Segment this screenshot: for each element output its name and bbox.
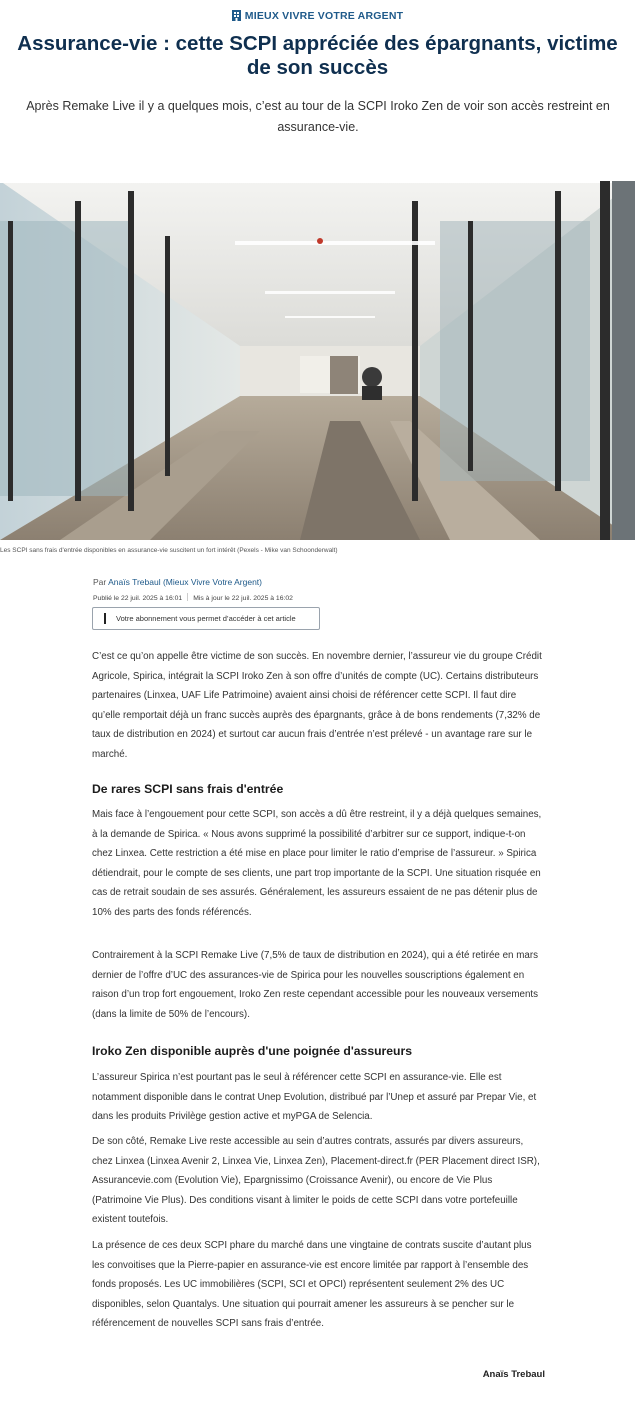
publication-dates bbox=[93, 593, 293, 602]
heading-iroko-zen: Iroko Zen disponible auprès d'une poignée d'assureurs bbox=[92, 1044, 413, 1058]
author-link[interactable]: Anaïs Trebaul (Mieux Vivre Votre Argent) bbox=[108, 577, 263, 587]
paragraph-1: C’est ce qu’on appelle être victime de son succès. En novembre dernier, l’assureur vie du groupe Crédit Agricole, Spirica, intégrait la SCPI Iroko Zen à son offre d’unités de compte (UC). Certains distributeurs partenaires (Linxea, UAF Life Patrimoine) avaient ainsi choisi de référencer cette SCPI. Il faut dire qu’elle remportait déjà un franc succès auprès des épargnants, grâce à de bons rendements (7,32% de taux de distribution en 2024) et surtout car aucun frais d’entrée n’est prélevé - un avantage rare sur le marché. bbox=[92, 651, 542, 760]
byline-prefix: Par bbox=[93, 577, 107, 587]
section-rubric[interactable] bbox=[0, 10, 635, 24]
building-icon bbox=[232, 10, 241, 24]
hero-image bbox=[0, 181, 635, 540]
byline bbox=[93, 577, 262, 587]
paragraph-4: L’assureur Spirica n’est pourtant pas le seul à référencer cette SCPI en assurance-vie. Elle est notamment disponible dans le contrat Unep Evolution, distribué par l’Unep et assuré par Prepar Vie, et dans les produits Privilège gestion active et myPGA de Selencia. bbox=[92, 1072, 537, 1123]
subscription-notice-text: Votre abonnement vous permet d’accéder à cet article bbox=[116, 614, 296, 623]
notice-marker-icon bbox=[104, 613, 106, 624]
paragraph-5: De son côté, Remake Live reste accessible au sein d’autres contrats, assurés par divers assureurs, chez Linxea (Linxea Avenir 2, Linxea Vie, Linxea Zen), Placement-direct.fr (PER Placement direct ISR), Assurancevie.com (Evolution Vie), Epargnissimo (Croissance Avenir), ou encore de Vie Plus (Patrimoine Vie Plus). Des conditions visant à limiter le poids de cette SCPI dans votre portefeuille existent toutefois. bbox=[92, 1136, 540, 1226]
rubric-label: MIEUX VIVRE VOTRE ARGENT bbox=[244, 10, 404, 22]
article-title: Assurance-vie : cette SCPI appréciée des épargnants, victime de son succès bbox=[17, 32, 618, 79]
paragraph-3: Contrairement à la SCPI Remake Live (7,5% de taux de distribution en 2024), qui a été retirée en mars dernier de l’offre d’UC des assurances-vie de Spirica pour les nouvelles souscriptions également en raison d’un trop fort engouement, Iroko Zen reste cependant accessible pour les nouveaux versements (dans la limite de 50% de l’encours). bbox=[92, 950, 539, 1020]
updated-date: Mis à jour le 22 juil. 2025 à 16:02 bbox=[193, 595, 293, 602]
article-signature: Anaïs Trebaul bbox=[482, 1369, 545, 1380]
date-separator bbox=[187, 593, 188, 601]
heading-rares-scpi: De rares SCPI sans frais d'entrée bbox=[92, 782, 284, 796]
image-caption: Les SCPI sans frais d'entrée disponibles en assurance-vie suscitent un fort intérêt (Pexels - Mike van Schoonderwalt) bbox=[0, 547, 338, 554]
subscription-notice bbox=[92, 607, 320, 630]
paragraph-2: Mais face à l’engouement pour cette SCPI, son accès a dû être restreint, il y a déjà quelques semaines, à la demande de Spirica. « Nous avons supprimé la possibilité d’arbitrer sur ce support, indique-t-on chez Linxea. Cette restriction a été mise en place pour limiter le ratio d’emprise de l’assureur. » Spirica détiendrait, pour le compte de ses clients, une part trop importante de la SCPI. Une situation risquée en cas de retrait soudain de ses assurés. Généralement, les assureurs essaient de ne pas détenir plus de 10% des parts des fonds référencés. bbox=[92, 809, 542, 918]
paragraph-6: La présence de ces deux SCPI phare du marché dans une vingtaine de contrats suscite d’autant plus les convoitises que la Pierre-papier en assurance-vie est encore limitée par rapport à l’ensemble des fonds proposés. Les UC immobilières (SCPI, SCI et OPCI) représentent seulement 2% des UC disponibles, selon Quantalys. Une situation qui pourrait amener les assureurs à se pencher sur le référencement de nouvelles SCPI sans frais d’entrée. bbox=[92, 1240, 532, 1330]
article-lead: Après Remake Live il y a quelques mois, c’est au tour de la SCPI Iroko Zen de voir son accès restreint en assurance-vie. bbox=[26, 99, 610, 134]
published-date: Publié le 22 juil. 2025 à 16:01 bbox=[93, 595, 183, 602]
